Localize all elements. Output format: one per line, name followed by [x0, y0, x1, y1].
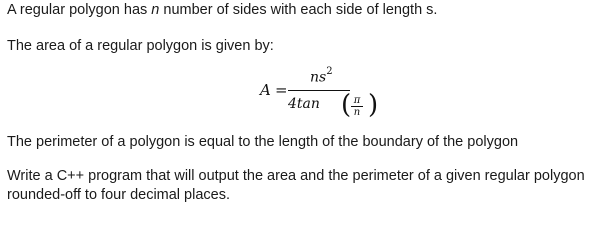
paren-left: (: [341, 90, 352, 120]
intro-text-before: A regular polygon has: [7, 2, 152, 18]
task-sentence-line1: Write a C++ program that will output the area and the perimeter of a given regular polygon: [7, 168, 585, 184]
area-formula: [260, 64, 379, 126]
inner-fraction: [350, 95, 364, 118]
formula-numerator: [310, 68, 333, 86]
intro-text-after: number of sides with each side of length s.: [159, 2, 438, 18]
denominator-prefix: 4tan: [288, 96, 320, 112]
inner-denominator: n: [353, 107, 361, 118]
area-intro: The area of a regular polygon is given by:: [7, 38, 274, 54]
paren-right: ): [368, 90, 379, 120]
variable-n: n: [151, 2, 160, 18]
inner-numerator: π: [353, 95, 361, 106]
numerator-text: ns: [310, 69, 327, 86]
formula-denominator: [288, 90, 379, 120]
numerator-exponent: 2: [326, 66, 333, 77]
intro-sentence: [7, 1, 437, 19]
perimeter-sentence: The perimeter of a polygon is equal to the length of the boundary of the polygon: [7, 134, 519, 150]
formula-equals: =: [275, 81, 288, 99]
formula-lhs: A: [260, 81, 271, 99]
task-sentence-line2: rounded-off to four decimal places.: [7, 187, 231, 203]
